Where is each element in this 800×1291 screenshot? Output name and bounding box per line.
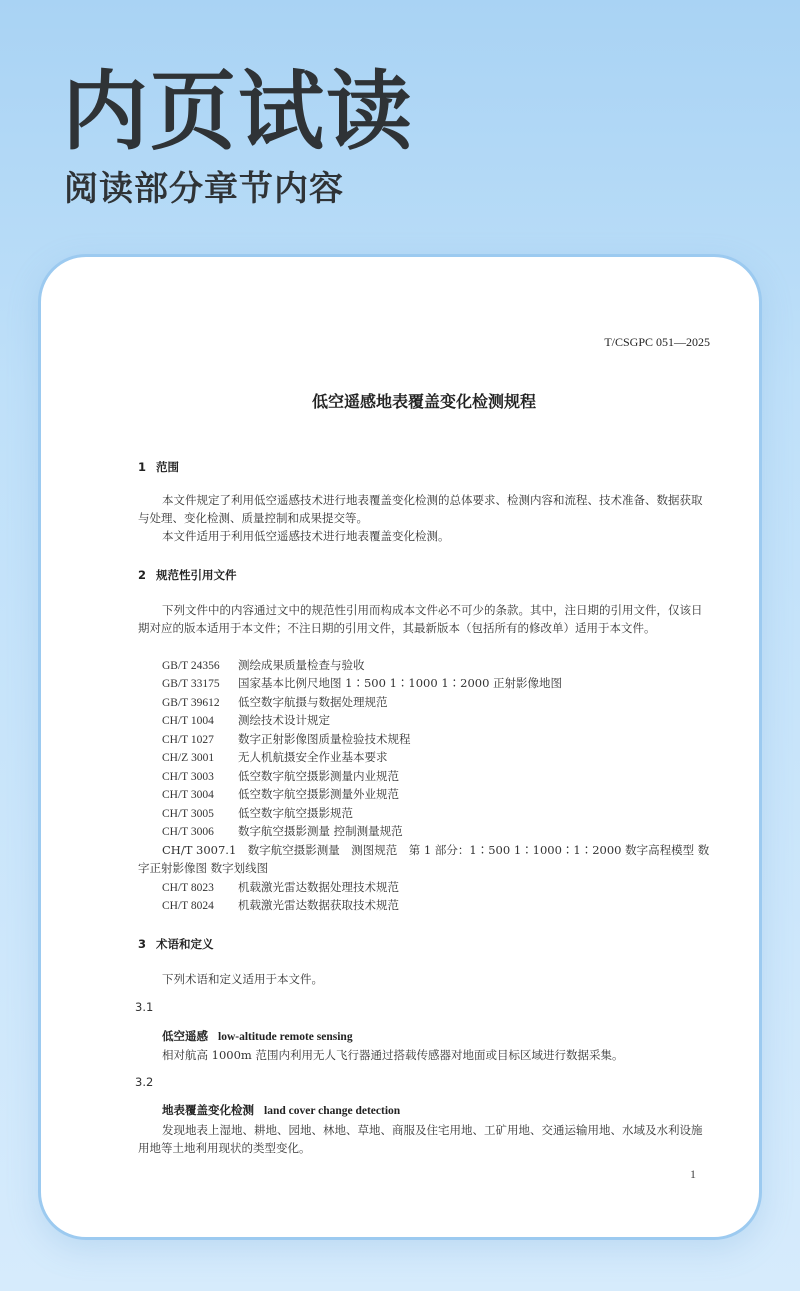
- term-chinese: 低空遥感: [162, 1029, 208, 1043]
- document-title: 低空遥感地表覆盖变化检测规程: [311, 392, 536, 411]
- reference-item: [162, 767, 399, 786]
- term-definition: 发现地表上湿地、耕地、园地、林地、草地、商服及住宅用地、工矿用地、交通运输用地、水域及水利设施用地等土地利用现状的类型变化。: [138, 1123, 703, 1155]
- reference-code: CH/T 1004: [162, 715, 214, 727]
- section-title: 规范性引用文件: [156, 568, 237, 582]
- reference-title: 数字航空摄影测量 控制测量规范: [238, 824, 403, 838]
- reference-code: GB/T 39612: [162, 697, 220, 709]
- reference-item-long: CH/T 3007.1 数字航空摄影测量 测图规范 第 1 部分：1∶500 1∶1000∶1∶2000 数字高程模型 数字正射影像图 数字划线图: [138, 843, 710, 875]
- reference-code: CH/T 8024: [162, 900, 214, 912]
- section-heading-scope: [138, 459, 179, 475]
- reference-item: [162, 878, 399, 897]
- clause-number: 3.2: [135, 1075, 154, 1089]
- document-page: [135, 257, 710, 1237]
- section-title: 术语和定义: [156, 937, 214, 951]
- reference-item: [162, 896, 399, 915]
- reference-item: [162, 711, 330, 730]
- reference-item: [162, 693, 388, 712]
- section-heading-terms: [138, 936, 214, 952]
- reference-title: 低空数字航空摄影规范: [238, 806, 353, 820]
- section-number: 3: [138, 937, 147, 951]
- reference-title: 测绘技术设计规定: [238, 713, 330, 727]
- reference-item: [162, 804, 353, 823]
- term-definition: 相对航高 1000m 范围内利用无人飞行器通过搭载传感器对地面或目标区域进行数据采集。: [162, 1048, 624, 1062]
- hero-subtitle: 阅读部分章节内容: [64, 169, 344, 209]
- terms-intro-paragraph: 下列术语和定义适用于本文件。: [162, 972, 323, 986]
- reference-item: [162, 748, 388, 767]
- reference-title: 低空数字航空摄影测量外业规范: [238, 787, 399, 801]
- term-english: land cover change detection: [264, 1105, 401, 1117]
- section-title: 范围: [156, 460, 179, 474]
- reference-item: [162, 785, 399, 804]
- reference-title: 无人机航摄安全作业基本要求: [238, 750, 388, 764]
- page-number: 1: [690, 1167, 696, 1181]
- reference-code: CH/T 3003: [162, 771, 214, 783]
- reference-item: [162, 730, 411, 749]
- reference-code: CH/T 1027: [162, 734, 214, 746]
- reference-item: [162, 656, 365, 675]
- section-heading-normative-references: [138, 567, 237, 583]
- scope-paragraph-1: 本文件规定了利用低空遥感技术进行地表覆盖变化检测的总体要求、检测内容和流程、技术准备、数据获取与处理、变化检测、质量控制和成果提交等。: [138, 493, 703, 525]
- reference-title: 低空数字航摄与数据处理规范: [238, 695, 388, 709]
- reference-title: 数字正射影像图质量检验技术规程: [238, 732, 411, 746]
- term-heading: [162, 1028, 353, 1044]
- reference-code: CH/T 3006: [162, 826, 214, 838]
- references-intro-paragraph: 下列文件中的内容通过文中的规范性引用而构成本文件必不可少的条款。其中，注日期的引用文件，仅该日期对应的版本适用于本文件；不注日期的引用文件，其最新版本（包括所有的修改单）适用于本文件。: [138, 603, 703, 635]
- scope-paragraph-2: 本文件适用于利用低空遥感技术进行地表覆盖变化检测。: [162, 529, 450, 543]
- clause-number: 3.1: [135, 1000, 154, 1014]
- reference-code: CH/Z 3001: [162, 752, 215, 764]
- reference-title: 测绘成果质量检查与验收: [238, 658, 365, 672]
- term-chinese: 地表覆盖变化检测: [162, 1103, 254, 1117]
- hero-title: 内页试读: [62, 62, 414, 162]
- document-preview-card: [38, 254, 762, 1240]
- reference-title: 国家基本比例尺地图 1∶500 1∶1000 1∶2000 正射影像地图: [238, 676, 563, 690]
- reference-item: [162, 822, 403, 841]
- reference-code: CH/T 3005: [162, 808, 214, 820]
- standard-number: T/CSGPC 051—2025: [604, 335, 710, 349]
- reference-title: 机载激光雷达数据获取技术规范: [238, 898, 399, 912]
- reference-code: CH/T 8023: [162, 882, 214, 894]
- section-number: 1: [138, 460, 147, 474]
- reference-code: GB/T 24356: [162, 660, 220, 672]
- term-heading: [162, 1102, 400, 1118]
- reference-item: [162, 674, 562, 693]
- section-number: 2: [138, 568, 147, 582]
- reference-code: GB/T 33175: [162, 678, 220, 690]
- reference-title: 机载激光雷达数据处理技术规范: [238, 880, 399, 894]
- reference-title: 低空数字航空摄影测量内业规范: [238, 769, 399, 783]
- term-english: low-altitude remote sensing: [218, 1031, 353, 1043]
- reference-code: CH/T 3004: [162, 789, 214, 801]
